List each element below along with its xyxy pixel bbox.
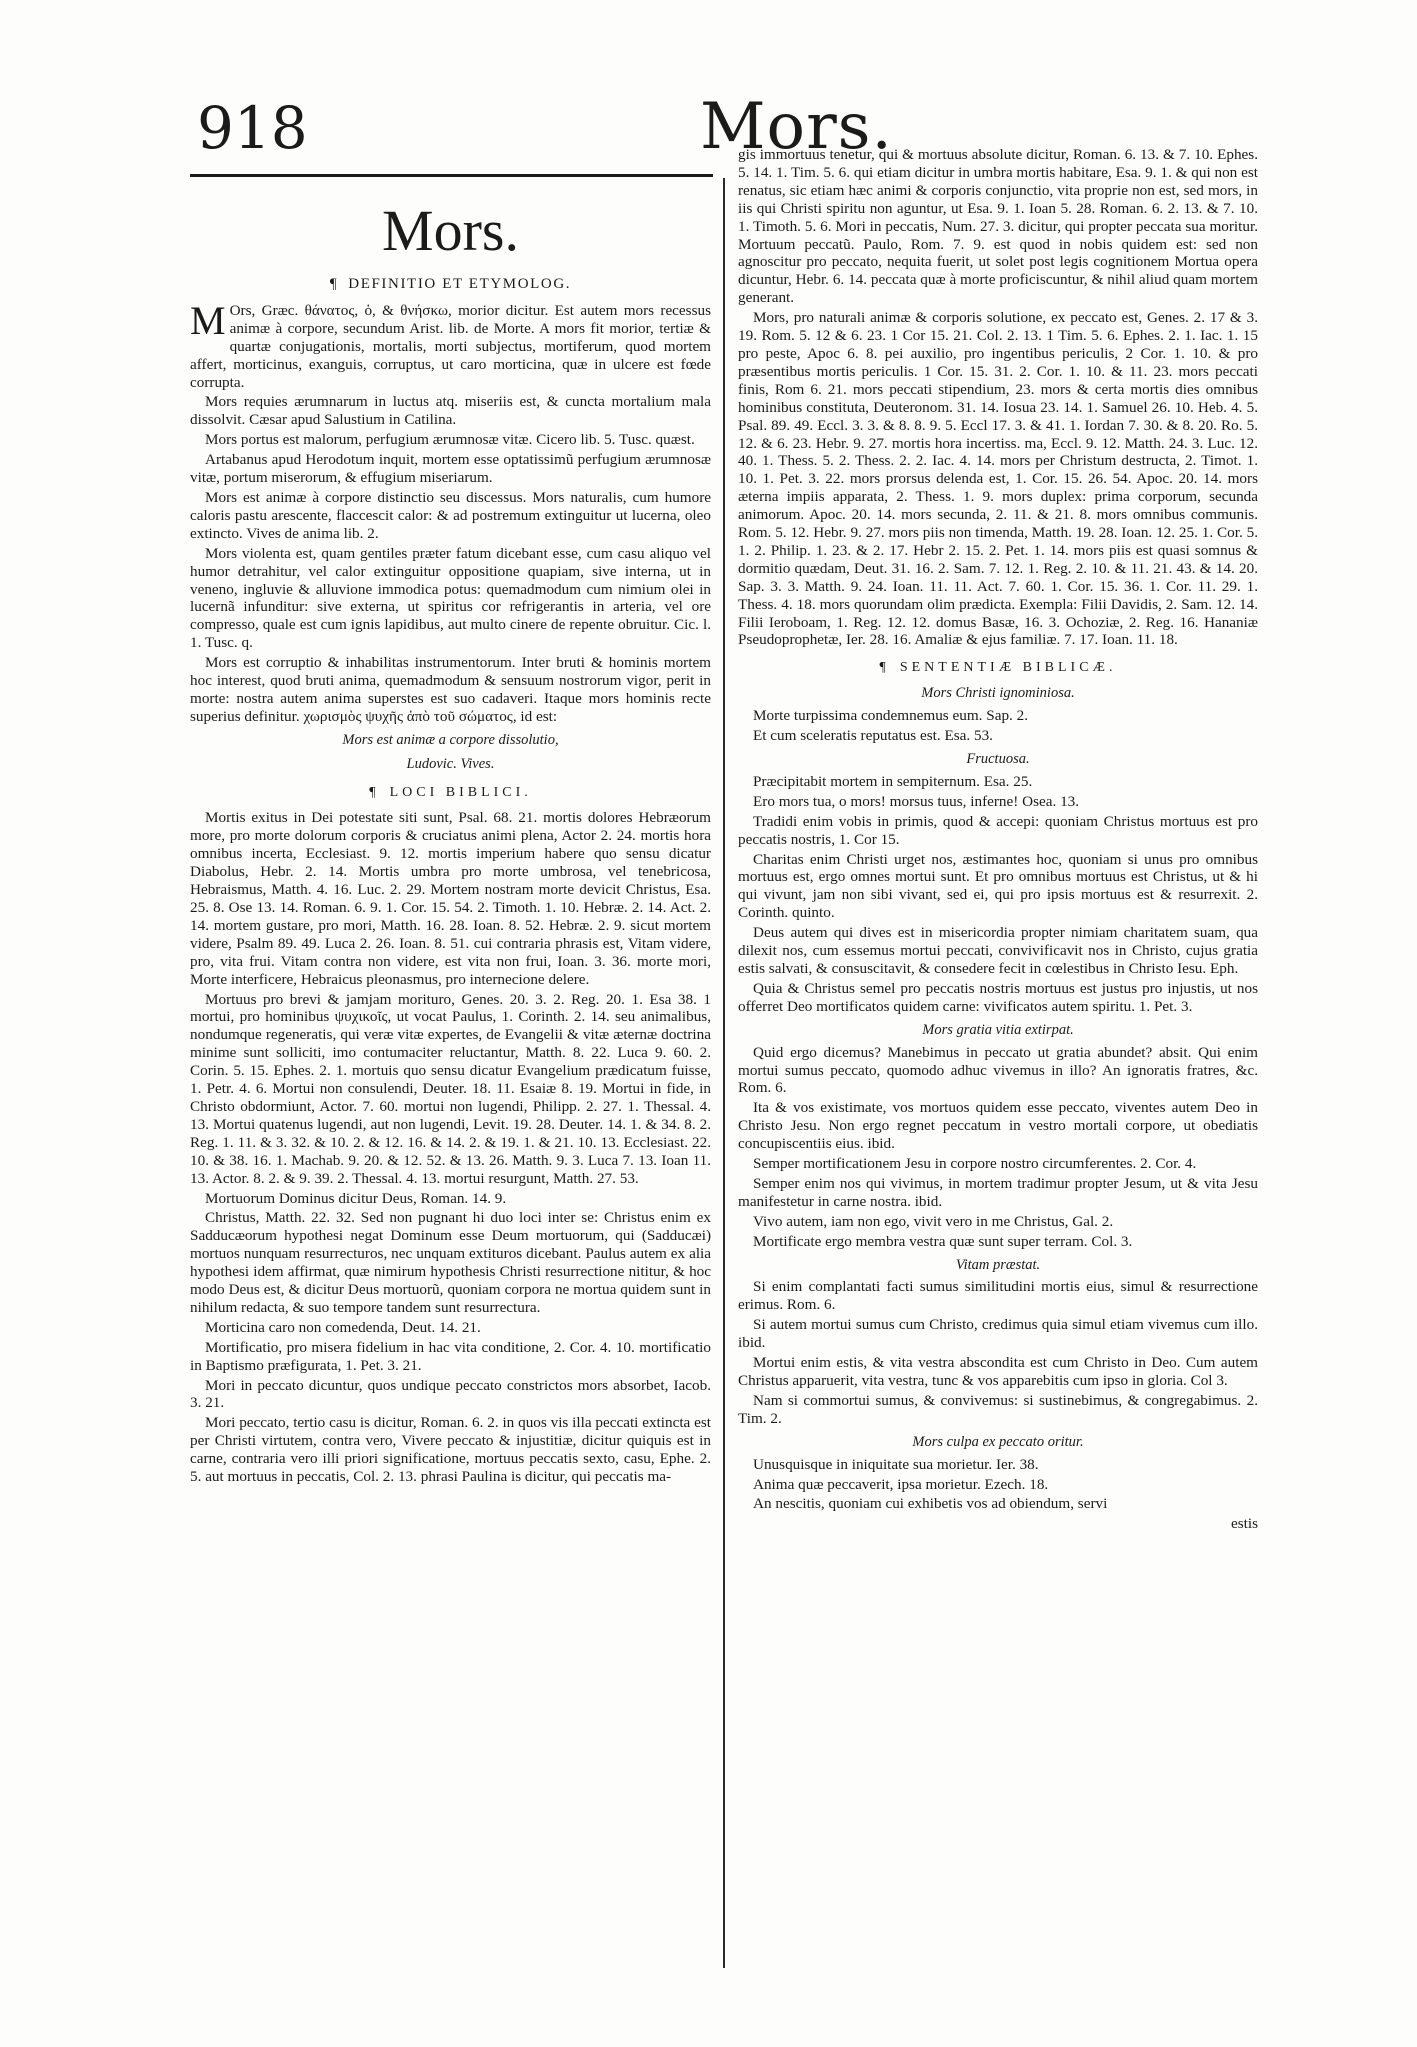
paragraph: Mors violenta est, quam gentiles præter fatum dicebant esse, cum casu aliquo vel humor detrahitur, vel calor extinguitur oppositione quapiam, sive interna, ut in veneno, ingluvie & alluvione immodica potus: quemadmodum cum nimium olei in lucernã infunditur: sive externa, ut spiritus cor refrigerantis in arteria, vel ore compresso, quale est cum ignis lapidibus, aut multo cinere de repente obruitur. Cic. l. 1. Tusc. q. <box>190 544 711 652</box>
paragraph: Unusquisque in iniquitate sua morietur. Ier. 38. <box>753 1455 1039 1473</box>
left-column <box>190 190 711 1488</box>
section-heading-sententiae: ¶ SENTENTIÆ BIBLICÆ. <box>879 660 1117 676</box>
paragraph: Mortui enim estis, & vita vestra abscondita est cum Christo in Deo. Cum autem Christus apparuerit, vita vestra, tunc & vos apparebitis cum ipso in gloria. Col 3. <box>738 1354 1258 1389</box>
paragraph: Ero mors tua, o mors! morsus tuus, inferne! Osea. 13. <box>753 792 1080 810</box>
paragraph: Christus, Matth. 22. 32. Sed non pugnant hi duo loci inter se: Christus enim ex Sadducæorum hypothesi negat Dominum esse Deum mortuorum, qui (Sadducæi) mortuos nunquam resurrecturos, nec unquam extituros dicebant. Paulus autem ex alia hypothesi idem affirmat, quæ nimirum hypothesis Christi resurrectione nititur, & hoc modo Deus est, & dicitur Deus mortuorũ, quoniam corpora ne mortua quidem sunt in nihilum redacta, & suo tempore tandem sunt resurrectura. <box>190 1209 711 1316</box>
paragraph: Mors est corruptio & inhabilitas instrumentorum. Inter bruti & hominis mortem hoc interest, quod bruti anima, quemadmodum & sensuum nostrorum vigor, perit in morte: nostra autem anima superstes est suo cadaveri. Itaque mors hominis recte superius definitur. χωρισμὸς ψυχῆς ἀπὸ τοῦ σώματος, id est: <box>190 654 711 725</box>
subheading: Mors Christi ignominiosa. <box>921 685 1075 702</box>
paragraph: Quia & Christus semel pro peccatis nostris mortuus est justus pro injustis, ut nos offerret Deo mortificatos quidem carne: vivificatos autem spiritu. 1. Pet. 3. <box>738 979 1258 1015</box>
section-heading-loci-biblici: ¶ LOCI BIBLICI. <box>369 784 532 800</box>
paragraph: Ita & vos existimate, vos mortuos quidem esse peccato, viventes autem Deo in Christo Jesu. Non ergo regnet peccatum in vestro mortali corpore, ut obediatis concupiscentiis eius. ibid. <box>738 1099 1258 1153</box>
paragraph: Vivo autem, iam non ego, vivit vero in me Christus, Gal. 2. <box>753 1212 1114 1230</box>
paragraph: Mortificate ergo membra vestra quæ sunt super terram. Col. 3. <box>753 1232 1133 1250</box>
paragraph: Morticina caro non comedenda, Deut. 14. 21. <box>205 1318 481 1336</box>
paragraph: Præcipitabit mortem in sempiternum. Esa. 25. <box>753 772 1033 790</box>
paragraph: Artabanus apud Herodotum inquit, mortem esse optatissimũ perfugium ærumnosæ vitæ, portum miserorum, & effugium miseriarum. <box>190 451 711 487</box>
running-head: Mors. <box>700 90 893 164</box>
paragraph: Mortificatio, pro misera fidelium in hac vita conditione, 2. Cor. 4. 10. mortificatio in Baptismo præfigurata, 1. Pet. 3. 21. <box>190 1338 711 1374</box>
paragraph: Tradidi enim vobis in primis, quod & accepi: quoniam Christus mortuus est pro peccatis nostris, 1. Cor 15. <box>738 812 1258 848</box>
subheading: Fructuosa. <box>966 751 1030 767</box>
catchword: estis <box>1230 1515 1258 1533</box>
paragraph-mark-icon: ¶ <box>329 276 339 292</box>
column-divider <box>723 178 725 1968</box>
paragraph: Mortis exitus in Dei potestate siti sunt, Psal. 68. 21. mortis dolores Hebræorum more, pro morte dolorum corporis & cruciatus animi plena, Actor 2. 24. mortis hora omnibus incerta, Ecclesiast. 9. 12. mortis imperium habere quo sensu dicatur Diabolus, Hebr. 2. 14. Mortis umbra pro morte umbrosa, vel tenebricosa, Hebraismus, Matth. 4. 16. Luc. 2. 29. Mortem nostram morte devicit Christus, Esa. 25. 8. Ose 13. 14. Roman. 6. 9. 1. Cor. 15. 54. 2. Timoth. 1. 10. Hebræ. 2. 14. Act. 2. 14. mortem gustare, pro mori, Matth. 16. 28. Ioan. 8. 52. Hebræ. 2. 9. sicut mortem videre, Psalm 89. 49. Luca 2. 26. Ioan. 8. 51. cui contraria phrasis est, Vitam videre, pro, vita frui. Vitam contra non videre, est vita non frui, Ioan. 3. 36. morte mori, Morte interficere, Hebraicus pleonasmus, pro internecione delere. <box>190 809 711 988</box>
drop-cap: M <box>190 297 226 343</box>
paragraph: M Ors, Græc. θάνατος, ὁ, & θνήσκω, morior dicitur. Est autem mors recessus animæ à corpore, secundum Arist. lib. de Morte. A mors fit morior, tertiæ & quartæ conjugationis, mortalis, morti subjectus, mortiferum, quod mortem affert, morticinus, exanguis, corruptus, ut caro morticina, quæ in ulcere est fœde corrupta. <box>190 297 711 391</box>
subheading: Mors culpa ex peccato oritur. <box>912 1433 1084 1450</box>
paragraph: Si enim complantati facti sumus similitudini mortis eius, simul & resurrectione erimus. Rom. 6. <box>738 1278 1258 1314</box>
paragraph-mark-icon: ¶ <box>879 660 890 676</box>
quote-source: Ludovic. Vives. <box>406 755 495 772</box>
paragraph: Si autem mortui sumus cum Christo, credimus quia simul etiam vivemus cum illo. ibid. <box>738 1316 1258 1352</box>
page-number: 918 <box>197 94 308 162</box>
paragraph: Mors portus est malorum, perfugium ærumnosæ vitæ. Cicero lib. 5. Tusc. quæst. <box>205 431 695 449</box>
paragraph: Et cum sceleratis reputatus est. Esa. 53. <box>753 727 993 745</box>
paragraph: Mors est animæ à corpore distinctio seu discessus. Mors naturalis, cum humore caloris pastu arescente, flaccescit calor: & ad postremum extinguitur ut lucerna, oleo extincto. Vives de anima lib. 2. <box>190 488 711 542</box>
definition-quote: Mors est animæ a corpore dissolutio, <box>342 731 559 748</box>
paragraph: Mors requies ærumnarum in luctus atq. miseriis est, & cuncta mortalium mala dissolvit. Cæsar apud Salustium in Catilina. <box>190 393 711 429</box>
article-title: Mors. <box>382 198 519 263</box>
subheading: Mors gratia vitia extirpat. <box>922 1021 1074 1038</box>
paragraph: Quid ergo dicemus? Manebimus in peccato ut gratia abundet? absit. Qui enim mortui sumus peccato, quomodo adhuc vivemus in illo? An ignoratis fratres, &c. Rom. 6. <box>738 1043 1258 1097</box>
paragraph: Anima quæ peccaverit, ipsa morietur. Ezech. 18. <box>753 1475 1049 1493</box>
paragraph-mark-icon: ¶ <box>369 784 380 800</box>
paragraph: gis immortuus tenetur, qui & mortuus absolute dicitur, Roman. 6. 13. & 7. 10. Ephes. 5. 14. 1. Tim. 5. 6. qui etiam dicitur in umbra mortis habitare, Esa. 9. 1. & qui non est renatus, sic etiam hæc animi & corporis conjunctio, vita proprie non est, sed mors, in iis qui Christi spiritu non aguntur, ut Esa. 9. 1. Ioan 5. 28. Roman. 6. 2. 13. & 7. 10. 1. Timoth. 5. 6. Mori in peccatis, Num. 27. 3. dicitur, qui propter peccata sua moritur. Mortuum peccatũ. Paulo, Rom. 7. 9. est quod in nobis quidem est: sed non agnoscitur pro peccato, nequita fuerit, ut solet post legis cognitionem Mortua opera dicuntur, Hebr. 6. 14. peccata quæ à morte proficiscuntur, & nihil aliud quam mortem generant. <box>738 146 1258 307</box>
paragraph: Deus autem qui dives est in misericordia propter nimiam charitatem suam, qua dilexit nos, cum essemus mortui peccati, convivificavit nos in Christo, cujus gratia estis salvati, & consuscitavit, & consedere fecit in cœlestibus in Christo Iesu. Eph. <box>738 924 1258 977</box>
paragraph: Morte turpissima condemnemus eum. Sap. 2. <box>753 707 1029 725</box>
paragraph: Semper mortificationem Jesu in corpore nostro circumferentes. 2. Cor. 4. <box>753 1155 1197 1173</box>
paragraph: Mortuus pro brevi & jamjam morituro, Genes. 20. 3. 2. Reg. 20. 1. Esa 38. 1 mortui, pro hominibus ψυχικοῖς, ut vocat Paulus, 1. Corinth. 2. 14. seu animalibus, nondumque regeneratis, qui veræ vitæ expertes, de Evangelii & vitæ æternæ doctrina minime sunt solliciti, imo contumaciter reluctantur, Matth. 8. 22. Luca 9. 60. 2. Corin. 5. 15. Ephes. 2. 1. mortuis quo sensu dicatur Evangelium prædicatum fuisse, 1. Petr. 4. 6. Mortui non consulendi, Deuter. 18. 11. Esaiæ 8. 19. Mortui in fide, in Christo obdormiunt, Actor. 7. 60. mortui non lugendi, Philipp. 2. 27. 1. Thessal. 4. 13. Mortui quatenus lugendi, aut non lugendi, Levit. 19. 28. Deuter. 14. 1. & 34. 8. 2. Reg. 1. 11. & 3. 32. & 10. 2. & 12. 16. & 14. 2. & 19. 1. & 21. 10. 13. Ecclesiast. 22. 10. & 38. 16. 1. Machab. 9. 20. & 12. 52. & 13. 26. Matth. 9. 3. Luca 7. 13. Ioan 11. 13. Actor. 8. 2. & 9. 39. 2. Thessal. 4. 13. mortui resurgunt, Matth. 27. 53. <box>190 990 711 1187</box>
paragraph: Mortuorum Dominus dicitur Deus, Roman. 14. 9. <box>205 1189 507 1207</box>
section-heading-definitio: ¶ DEFINITIO ET ETYMOLOG. <box>329 276 572 292</box>
header-rule <box>190 174 713 177</box>
paragraph: Semper enim nos qui vivimus, in mortem tradimur propter Jesum, ut & vita Jesu manifestetur in carne nostra. ibid. <box>738 1174 1258 1210</box>
paragraph: Charitas enim Christi urget nos, æstimantes hoc, quoniam si unus pro omnibus mortuus est, ergo omnes mortui sunt. Et pro omnibus mortuus est Christus, ut & hi qui vivunt, jam non sibi vivant, sed ei, qui pro ipsis mortuus est & resurrexit. 2. Corinth. quinto. <box>738 850 1258 922</box>
paragraph: Mori in peccato dicuntur, quos undique peccato constrictos mors absorbet, Iacob. 3. 21. <box>190 1376 711 1412</box>
paragraph: An nescitis, quoniam cui exhibetis vos ad obiendum, servi <box>753 1495 1108 1513</box>
right-column <box>738 146 1258 1533</box>
paragraph: Mori peccato, tertio casu is dicitur, Roman. 6. 2. in quos vis illa peccati extincta est per Christi virtutem, contra vero, Vivere peccato & injustitiæ, dicitur quiquis est in carne, contraria vero illi priori significatione, mortuus peccatis sexto, casu, Ephe. 2. 5. aut mortuus in peccatis, Col. 2. 13. phrasi Paulina is dicitur, qui peccatis ma- <box>190 1414 711 1486</box>
paragraph: Mors, pro naturali animæ & corporis solutione, ex peccato est, Genes. 2. 17 & 3. 19. Rom. 5. 12 & 6. 23. 1 Cor 15. 21. Col. 2. 13. 1 Tim. 5. 6. Ephes. 2. 1. Iac. 1. 15 pro peste, Apoc 6. 8. pei auxilio, pro ingentibus periculis, 2 Cor. 1. 10. & pro præsentibus mortis periculis. 1 Cor. 15. 31. 2. Cor. 1. 10. & 11. 23. mors peccati finis, Rom 6. 21. mors peccati stipendium, 23. mors & certa mortis dies omnibus hominibus constituta, Deuteronom. 31. 14. Iosua 23. 14. 1. Samuel 26. 10. Heb. 4. 5. Psal. 89. 49. Eccl. 3. 3. & 8. 8. 9. 5. Eccl 17. 3. & 41. 1. Iordan 7. 30. & 8. 20. Ro. 5. 12. & 6. 23. Hebr. 9. 27. mortis hora incertiss. ma, Eccl. 9. 12. Matth. 24. 3. Luc. 12. 40. 1. Thess. 5. 2. Thess. 2. 2. Iac. 4. 14. mors per Christum destructa, 2. Timot. 1. 10. 1. Pet. 3. 22. mors prorsus delenda est, 1. Cor. 15. 26. 54. Apoc. 20. 14. mors æterna impiis apparata, 2. Thess. 1. 9. mors duplex: prima corporum, secunda animorum. Apoc. 20. 14. mors secunda, 2. 11. & 21. 8. mors omnibus communis. Rom. 5. 12. Hebr. 9. 27. mors piis non timenda, Matth. 19. 28. Ioan. 12. 25. 1. Cor. 5. 1. 2. Philip. 1. 23. & 2. 17. Hebr 2. 15. 2. Pet. 1. 14. mors piis est quasi somnus & dormitio quædam, Deut. 31. 16. 2. Sam. 7. 12. 1. Reg. 2. 10. & 11. 21. 43. & 14. 20. Sap. 3. 3. Matth. 9. 24. Ioan. 11. 11. Act. 7. 60. 1. Cor. 15. 36. 1. Cor. 11. 29. 1. Thess. 4. 18. mors quorundam olim prædicta. Exempla: Filii Davidis, 2. Sam. 12. 14. Filii Ieroboam, 1. Reg. 12. 12. domus Basæ, 16. 3. Ochoziæ, 2. Reg. 16. Hananiæ Pseudoprophetæ, Ier. 28. 16. Amaliæ & ejus familiæ. 7. 17. Ioan. 11. 18. <box>738 309 1258 649</box>
paragraph: Nam si commortui sumus, & convivemus: si sustinebimus, & congregabimus. 2. Tim. 2. <box>738 1391 1258 1427</box>
subheading: Vitam præstat. <box>955 1256 1041 1273</box>
